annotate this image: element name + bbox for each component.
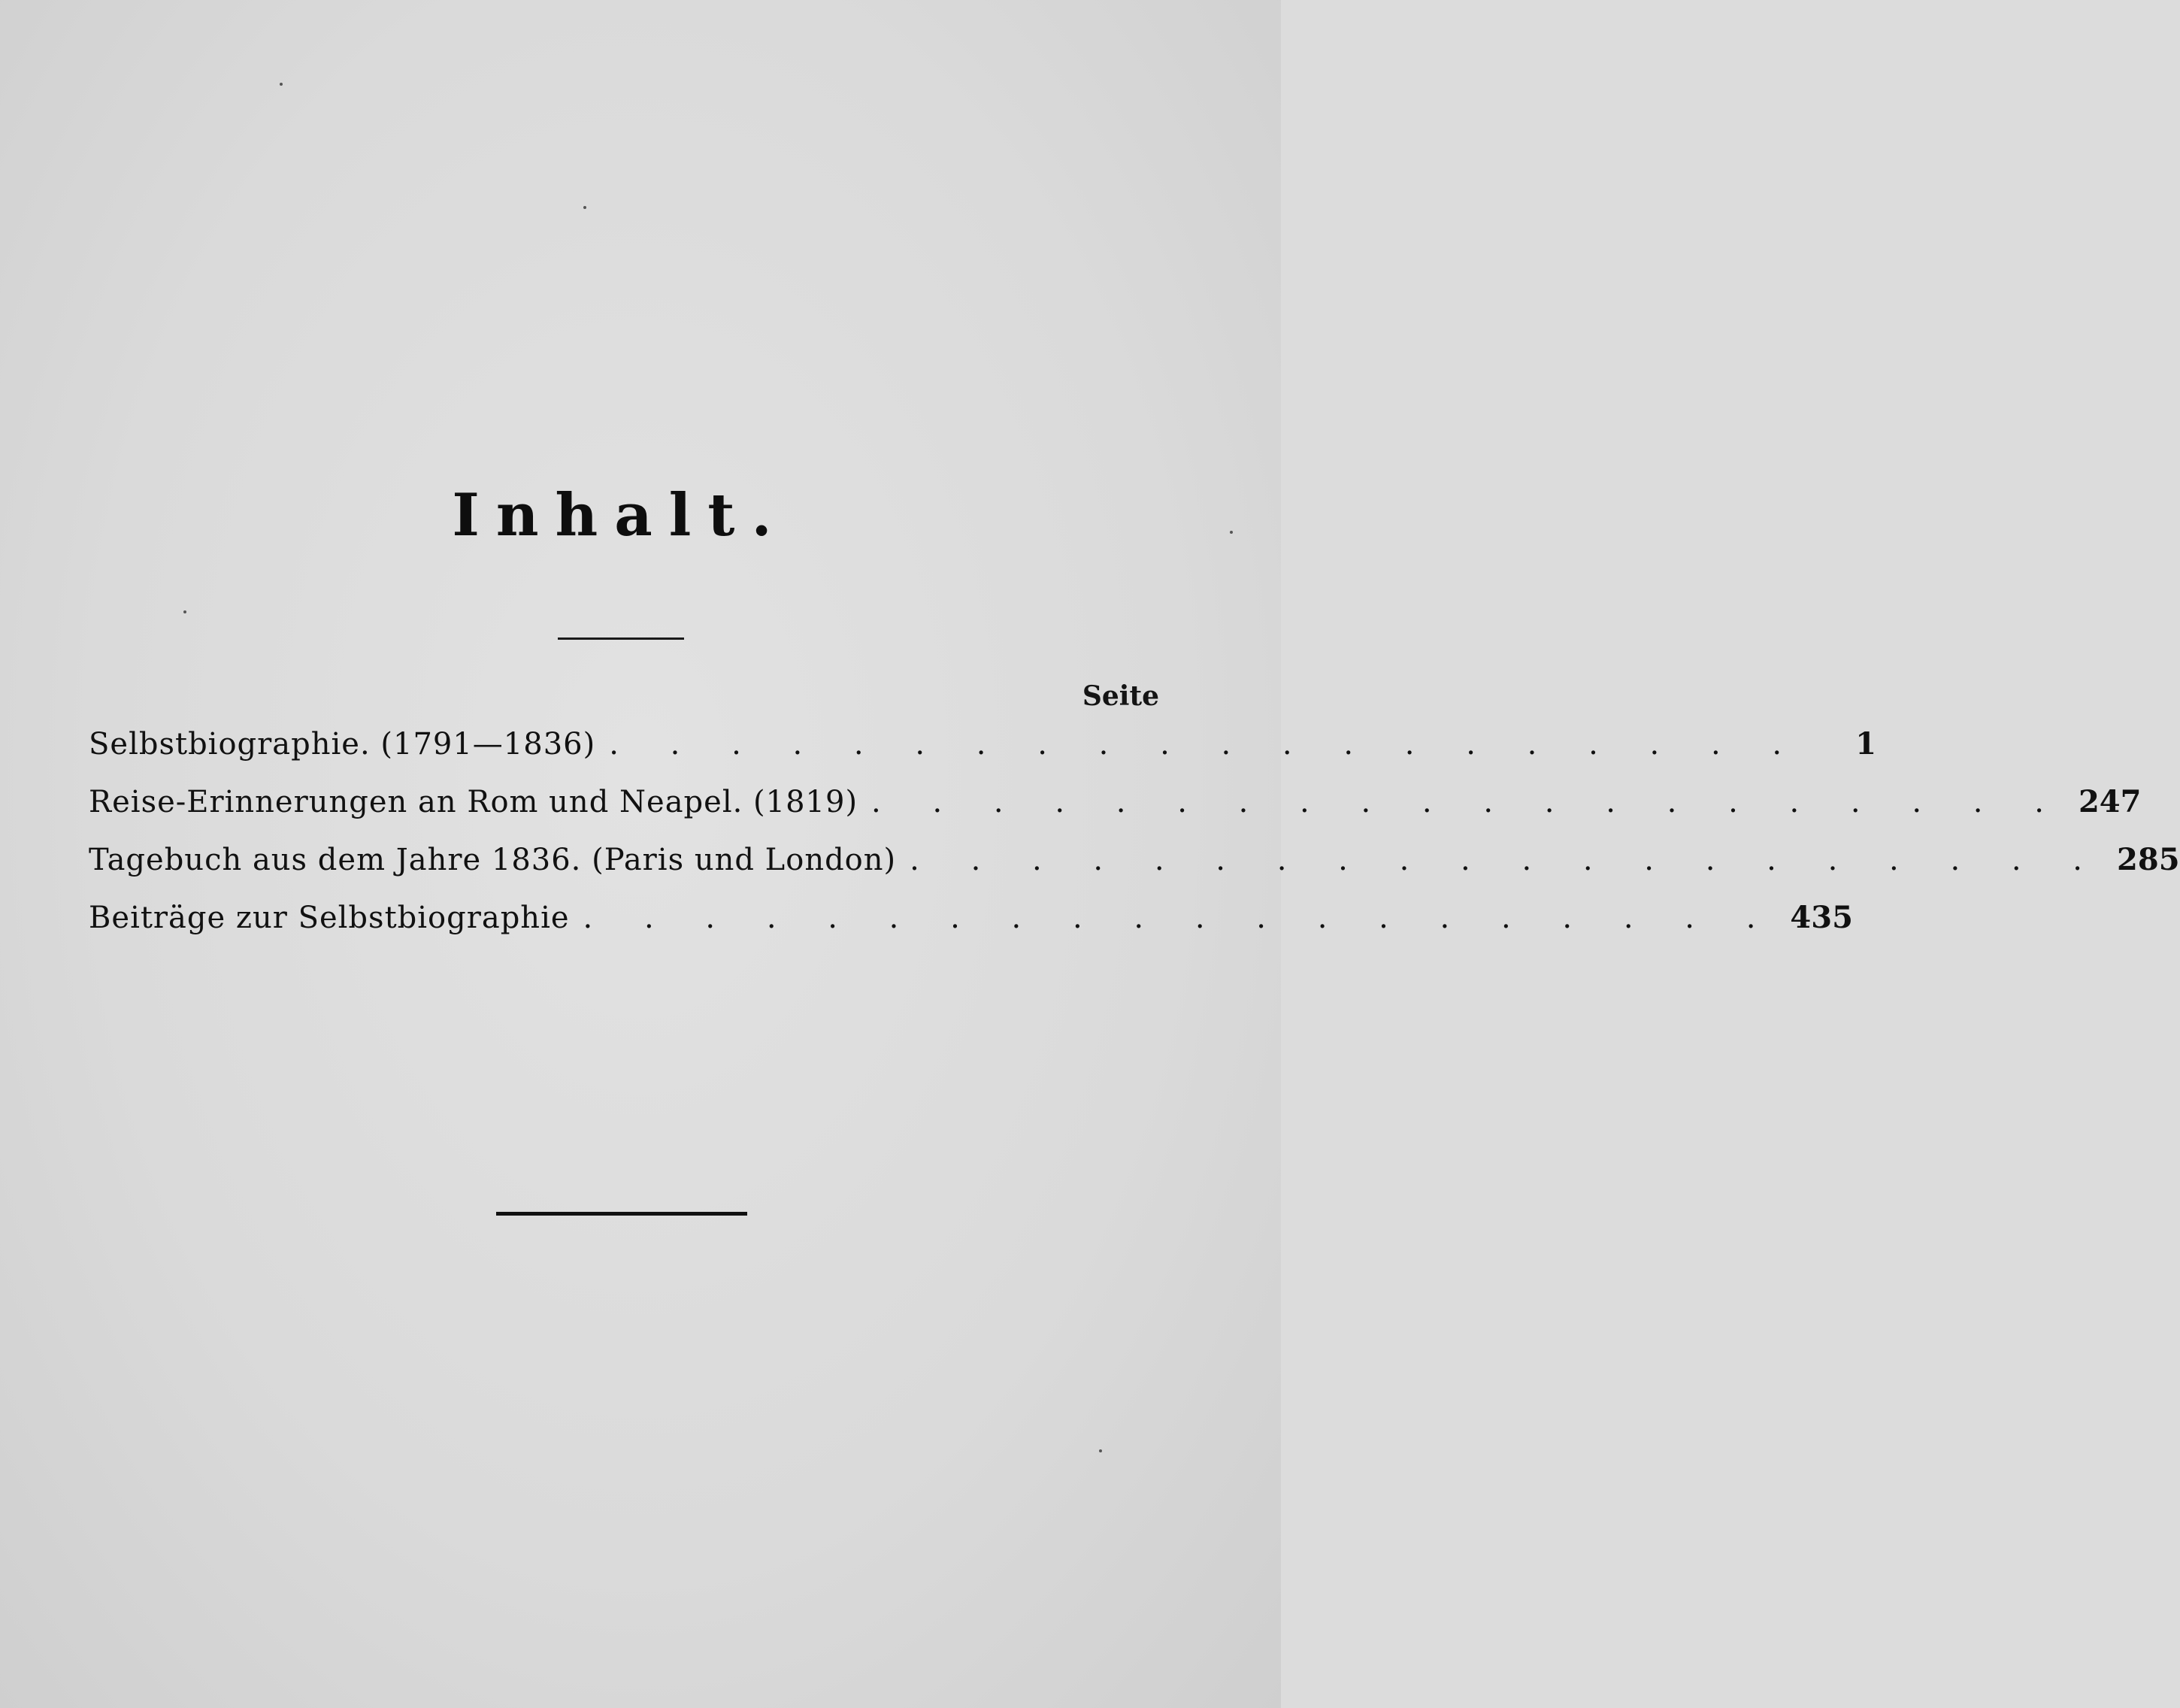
toc-entry-title: Selbstbiographie. (1791—1836) [89, 727, 596, 762]
paper-speck [280, 83, 283, 86]
leader-dots: . . . . . . . . . . . . . . . . . . . . [871, 785, 2065, 819]
end-divider [496, 1212, 747, 1216]
toc-entry [89, 784, 2142, 842]
toc-entry [89, 726, 1877, 784]
leader-dots: . . . . . . . . . . . . . . . . . . . . [609, 727, 1803, 762]
toc-entry [89, 842, 2180, 900]
paper-speck [1099, 1449, 1102, 1452]
toc-entry-page: 1 [1855, 726, 1877, 762]
table-of-contents [89, 726, 2180, 958]
toc-entry-page: 435 [1790, 900, 1853, 935]
contents-heading: Inhalt. [452, 481, 789, 550]
toc-entry-page: 247 [2078, 784, 2142, 819]
paper-speck [183, 610, 186, 613]
page-column-label: Seite [1082, 680, 1159, 712]
leader-dots: . . . . . . . . . . . . . . . . . . . . [910, 843, 2104, 877]
toc-entry-page: 285 [2117, 842, 2180, 877]
toc-entry-title: Beiträge zur Selbstbiographie [89, 901, 570, 935]
heading-divider [558, 637, 684, 640]
paper-speck [583, 206, 586, 209]
toc-entry-title: Tagebuch aus dem Jahre 1836. (Paris und London) [89, 843, 897, 877]
leader-dots: . . . . . . . . . . . . . . . . . . . . [583, 901, 1777, 935]
toc-entry-title: Reise-Erinnerungen an Rom und Neapel. (1819) [89, 785, 858, 819]
toc-entry [89, 900, 1853, 958]
